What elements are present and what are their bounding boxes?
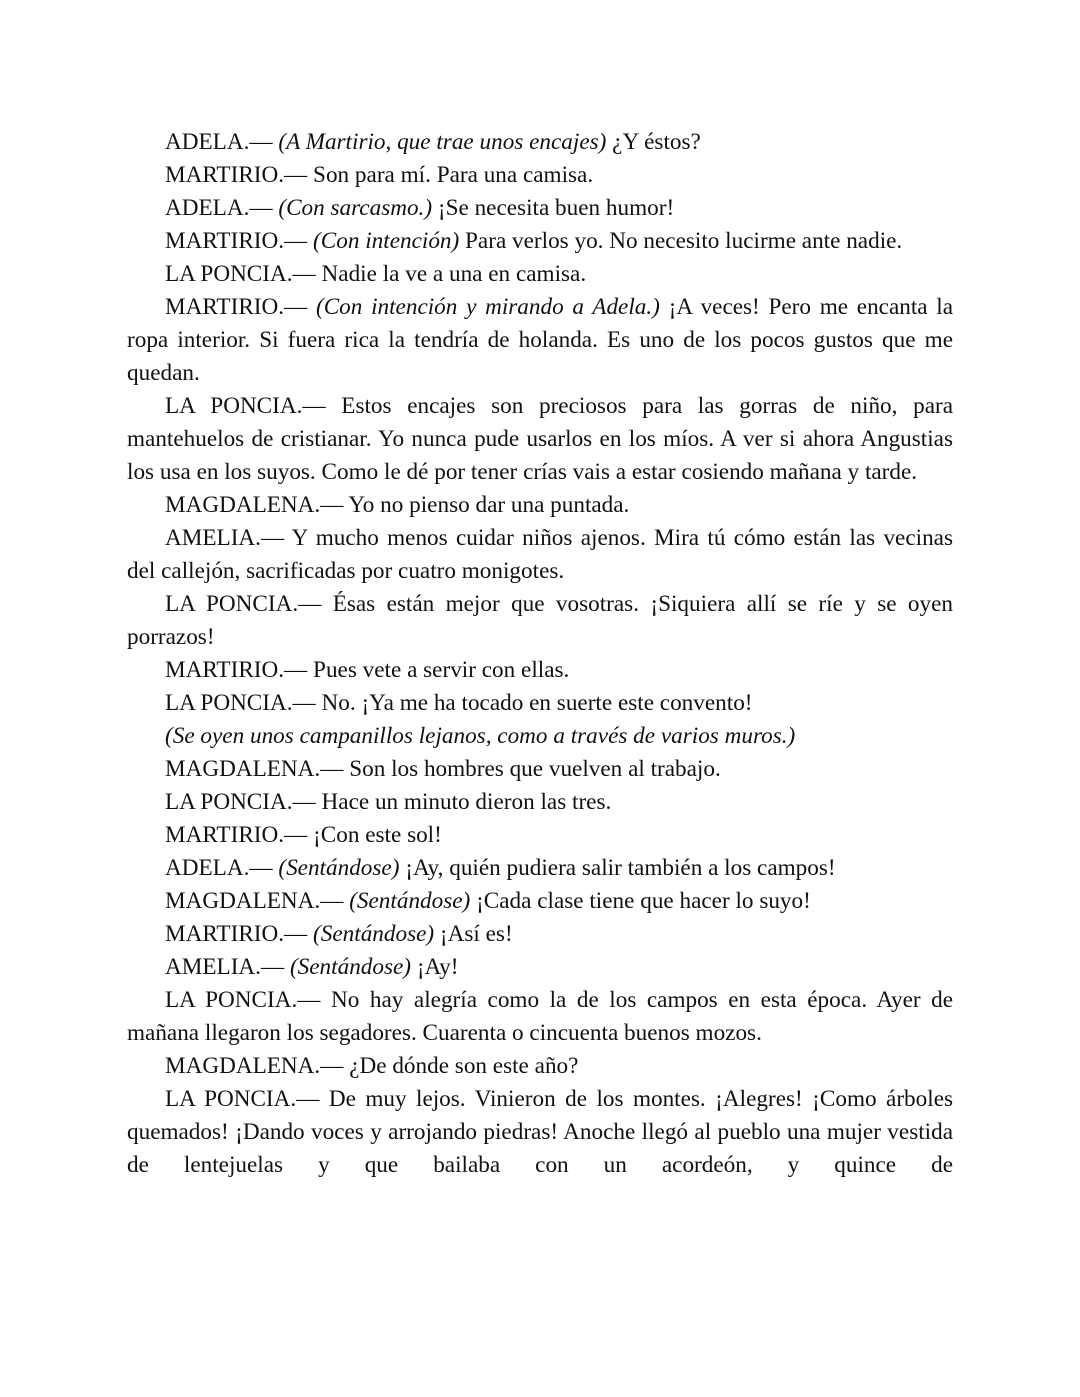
dialogue-text: ¡Se necesita buen humor!	[437, 195, 675, 221]
speaker-name: LA PONCIA.—	[165, 987, 321, 1013]
speaker-name: MARTIRIO.—	[165, 657, 308, 683]
dialogue-text: ¿De dónde son este año?	[349, 1053, 579, 1079]
speaker-name: ADELA.—	[165, 855, 273, 881]
dialogue-paragraph	[127, 654, 953, 687]
dialogue-text: No. ¡Ya me ha tocado en suerte este convento!	[321, 690, 753, 716]
document-page	[127, 126, 953, 1182]
dialogue-paragraph	[127, 918, 953, 951]
dialogue-paragraph	[127, 786, 953, 819]
dialogue-paragraph	[127, 489, 953, 522]
dialogue-text: Ésas están mejor que vosotras. ¡Siquiera allí se ríe y se oyen porrazos!	[127, 591, 953, 650]
speaker-name: LA PONCIA.—	[165, 690, 316, 716]
dialogue-paragraph	[127, 819, 953, 852]
speaker-name: LA PONCIA.—	[165, 261, 316, 287]
dialogue-text: Pues vete a servir con ellas.	[313, 657, 570, 683]
stage-direction-paragraph	[127, 720, 953, 753]
dialogue-paragraph	[127, 192, 953, 225]
dialogue-paragraph	[127, 522, 953, 588]
speaker-name: MARTIRIO.—	[165, 228, 308, 254]
stage-direction: (Con intención)	[313, 228, 460, 254]
dialogue-paragraph	[127, 984, 953, 1050]
speaker-name: LA PONCIA.—	[165, 789, 316, 815]
stage-direction: (Sentándose)	[278, 855, 400, 881]
speaker-name: MAGDALENA.—	[165, 888, 344, 914]
speaker-name: MARTIRIO.—	[165, 294, 308, 320]
speaker-name: LA PONCIA.—	[165, 591, 322, 617]
dialogue-text: Estos encajes son preciosos para las gorras de niño, para mantehuelos de cristianar. Yo nunca pude usarlos en los míos. A ver si ahora Angustias los usa en los suyos. Como le dé por tener crías vais a estar cosiendo mañana y tarde.	[127, 393, 953, 485]
dialogue-text: ¿Y éstos?	[612, 129, 701, 155]
dialogue-text: Nadie la ve a una en camisa.	[321, 261, 587, 287]
dialogue-text: Yo no pienso dar una puntada.	[348, 492, 630, 518]
dialogue-text: Y mucho menos cuidar niños ajenos. Mira tú cómo están las vecinas del callejón, sacrificadas por cuatro monigotes.	[127, 525, 953, 584]
dialogue-text: ¡A veces! Pero me encanta la ropa interior. Si fuera rica la tendría de holanda. Es uno de los pocos gustos que me quedan.	[127, 294, 954, 386]
speaker-name: ADELA.—	[165, 195, 273, 221]
dialogue-paragraph	[127, 1083, 953, 1182]
dialogue-paragraph	[127, 1050, 953, 1083]
dialogue-text: ¡Así es!	[439, 921, 513, 947]
dialogue-paragraph	[127, 126, 953, 159]
dialogue-paragraph	[127, 885, 953, 918]
speaker-name: MAGDALENA.—	[165, 1053, 344, 1079]
speaker-name: AMELIA.—	[165, 525, 285, 551]
dialogue-paragraph	[127, 588, 953, 654]
speaker-name: ADELA.—	[165, 129, 273, 155]
speaker-name: MARTIRIO.—	[165, 822, 308, 848]
speaker-name: AMELIA.—	[165, 954, 285, 980]
speaker-name: MAGDALENA.—	[165, 756, 344, 782]
dialogue-paragraph	[127, 951, 953, 984]
speaker-name: MARTIRIO.—	[165, 162, 308, 188]
dialogue-text: ¡Con este sol!	[313, 822, 442, 848]
dialogue-text: Son los hombres que vuelven al trabajo.	[349, 756, 721, 782]
dialogue-text: Hace un minuto dieron las tres.	[321, 789, 612, 815]
dialogue-paragraph	[127, 852, 953, 885]
speaker-name: LA PONCIA.—	[165, 1086, 320, 1112]
stage-direction: (Sentándose)	[313, 921, 435, 947]
dialogue-paragraph	[127, 687, 953, 720]
dialogue-paragraph	[127, 753, 953, 786]
stage-direction: (A Martirio, que trae unos encajes)	[278, 129, 607, 155]
dialogue-text: De muy lejos. Vinieron de los montes. ¡Alegres! ¡Como árboles quemados! ¡Dando voces y arrojando piedras! Anoche llegó al pueblo una mujer vestida de lentejuelas y que bailaba con un acordeón, y quince de	[127, 1086, 954, 1178]
dialogue-paragraph	[127, 291, 953, 390]
dialogue-text: No hay alegría como la de los campos en esta época. Ayer de mañana llegaron los segadores. Cuarenta o cincuenta buenos mozos.	[127, 987, 954, 1046]
speaker-name: MARTIRIO.—	[165, 921, 308, 947]
dialogue-text: ¡Cada clase tiene que hacer lo suyo!	[476, 888, 811, 914]
stage-direction: (Sentándose)	[349, 888, 471, 914]
dialogue-text: Son para mí. Para una camisa.	[313, 162, 594, 188]
speaker-name: LA PONCIA.—	[165, 393, 326, 419]
stage-direction: (Se oyen unos campanillos lejanos, como a través de varios muros.)	[165, 723, 796, 749]
dialogue-text: ¡Ay, quién pudiera salir también a los campos!	[405, 855, 836, 881]
stage-direction: (Sentándose)	[289, 954, 412, 980]
speaker-name: MAGDALENA.—	[165, 492, 344, 518]
dialogue-paragraph	[127, 258, 953, 291]
dialogue-paragraph	[127, 225, 953, 258]
stage-direction: (Con sarcasmo.)	[278, 195, 433, 221]
dialogue-paragraph	[127, 390, 953, 489]
dialogue-paragraph	[127, 159, 953, 192]
stage-direction: (Con intención y mirando a Adela.)	[315, 294, 660, 320]
dialogue-text: Para verlos yo. No necesito lucirme ante nadie.	[465, 228, 903, 254]
dialogue-text: ¡Ay!	[416, 954, 459, 980]
